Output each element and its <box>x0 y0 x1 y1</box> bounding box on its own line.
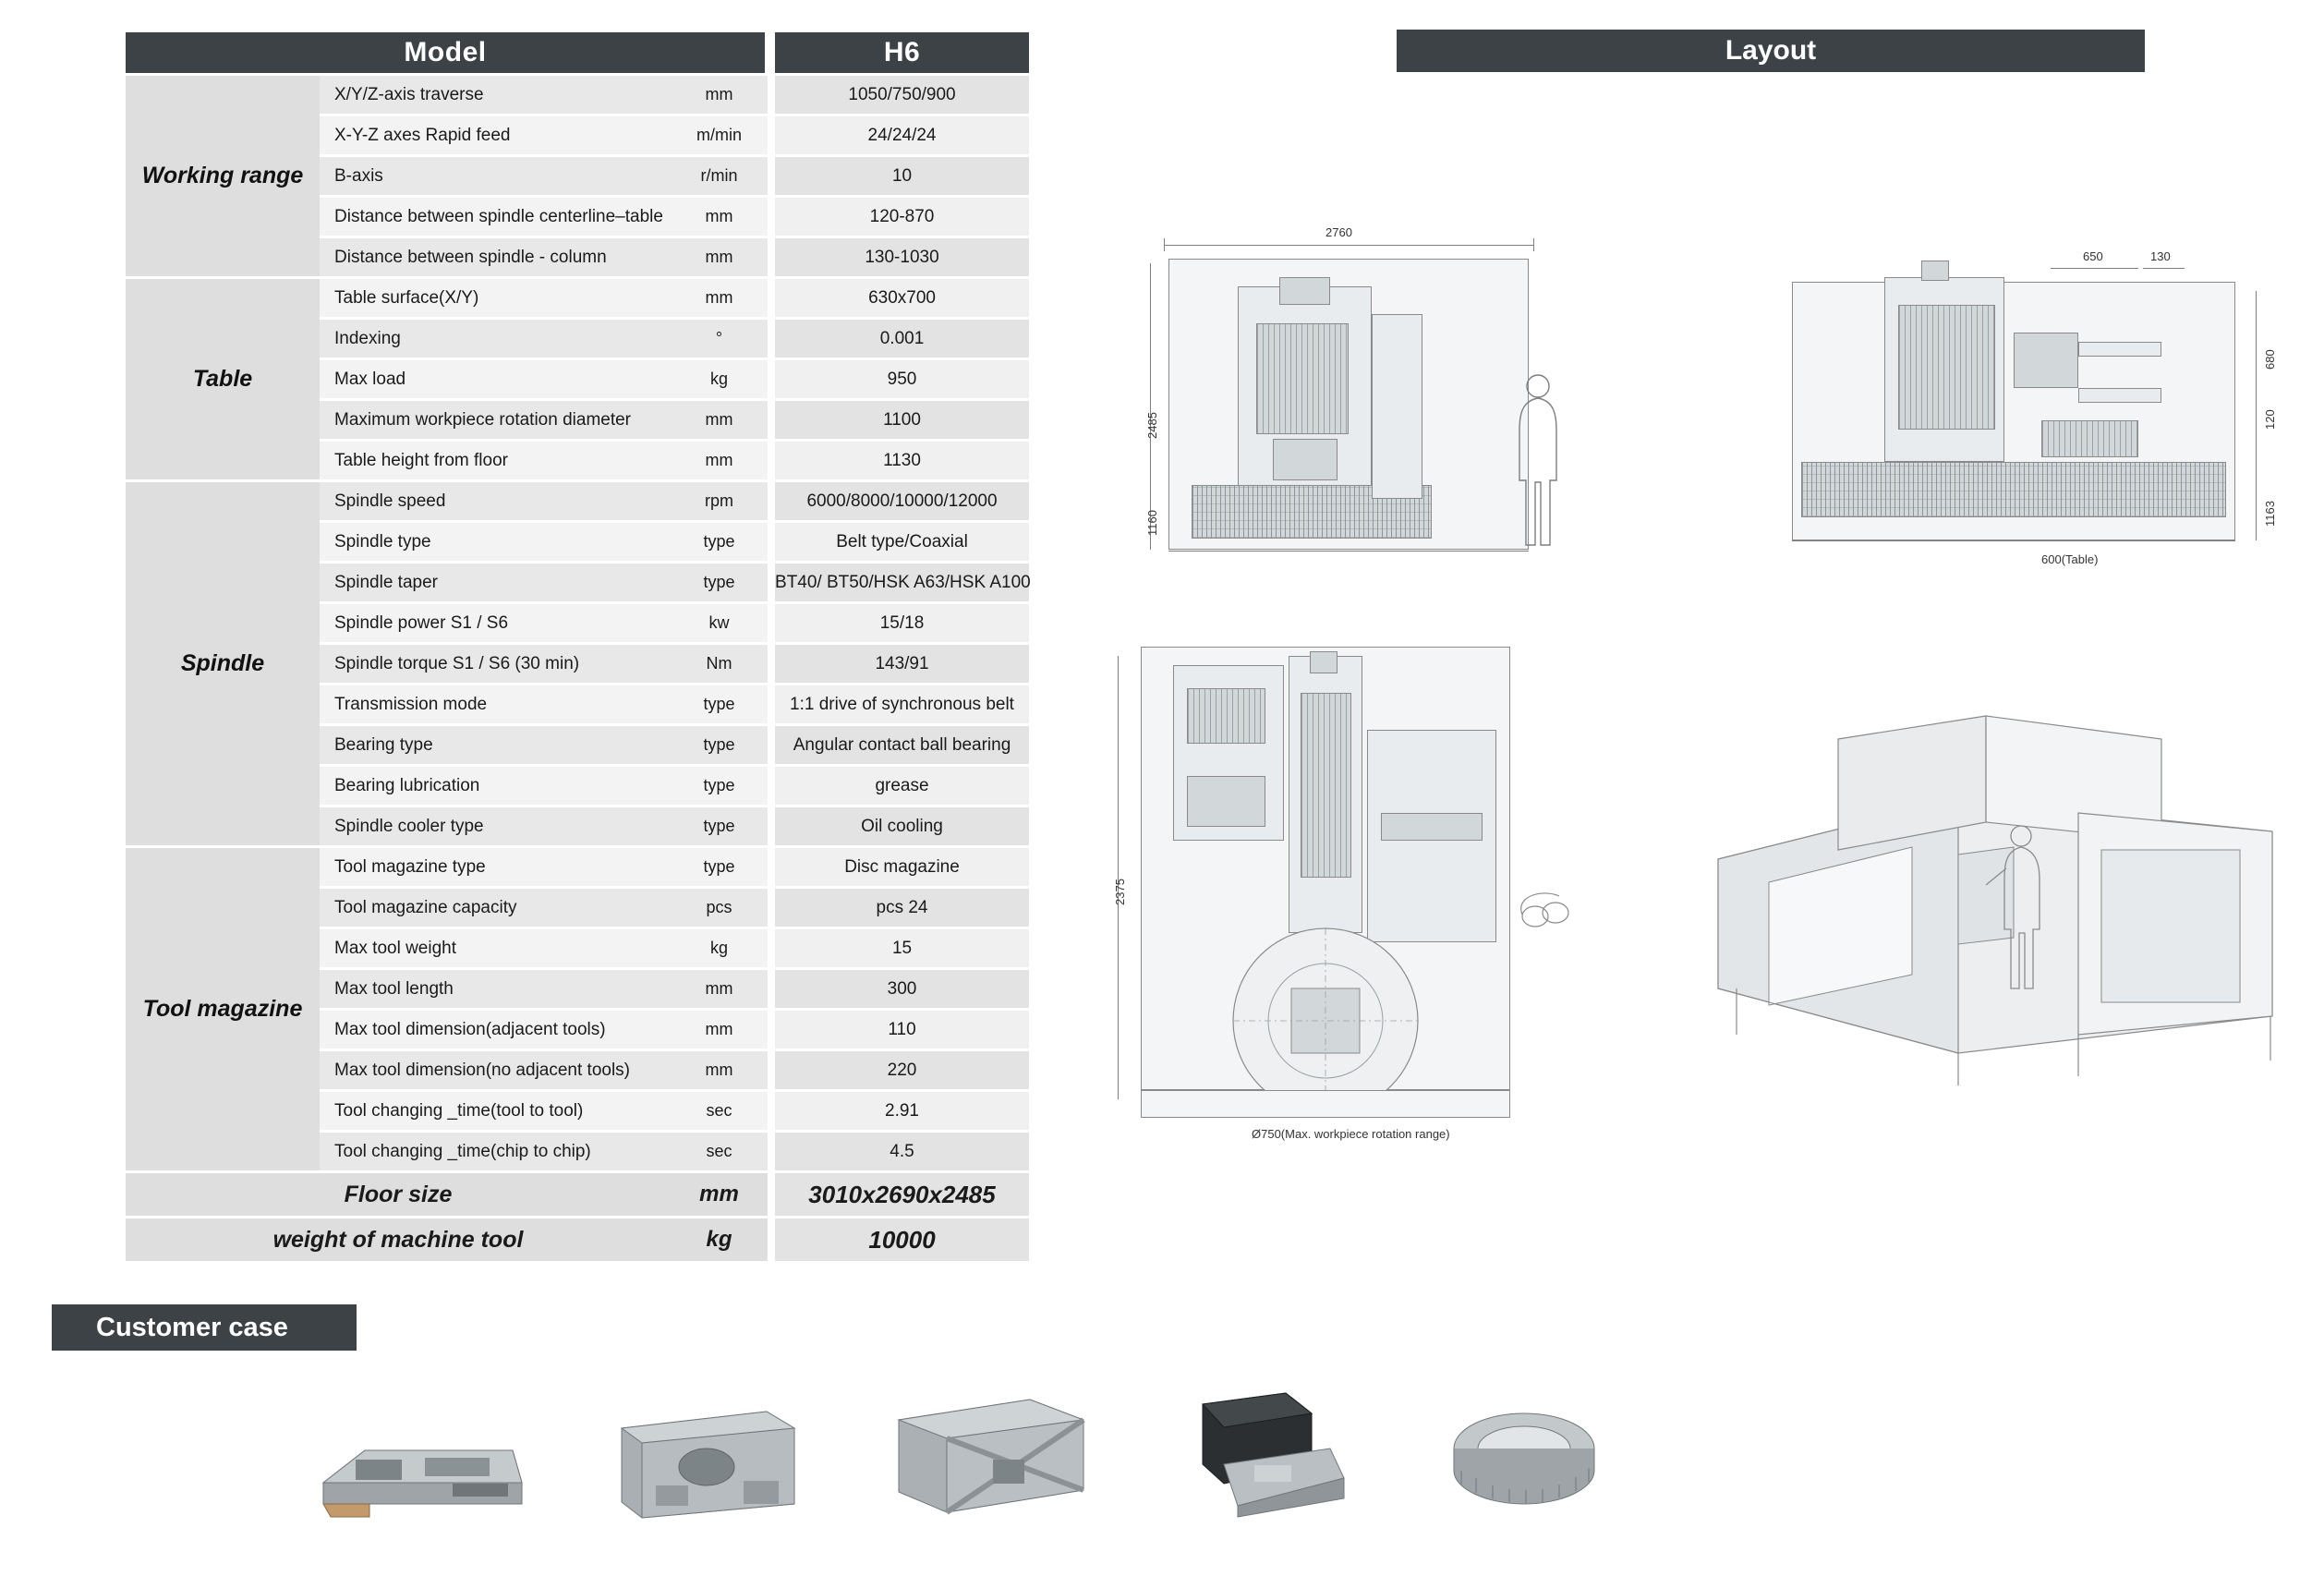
spec-row-spacer <box>768 482 775 520</box>
front-view-drawing <box>1118 222 1607 610</box>
spec-row-value: 130-1030 <box>775 238 1029 276</box>
top-conveyor <box>1381 813 1483 841</box>
spec-row-unit: mm <box>671 76 768 114</box>
coolant-hose-icon <box>1515 887 1589 933</box>
spec-row-name: Distance between spindle - column <box>320 238 671 276</box>
spec-row-value: 1100 <box>775 401 1029 439</box>
spec-row-value: 4.5 <box>775 1133 1029 1170</box>
spec-row-value: 1050/750/900 <box>775 76 1029 114</box>
spec-row-value: 110 <box>775 1011 1029 1049</box>
spec-row-value: pcs 24 <box>775 889 1029 927</box>
spec-footer-unit: mm <box>671 1173 768 1216</box>
spec-row-name: Tool magazine capacity <box>320 889 671 927</box>
spec-row-unit: mm <box>671 279 768 317</box>
side-view-drawing <box>1783 240 2300 610</box>
spec-row-value: 630x700 <box>775 279 1029 317</box>
machine-3d-illustration <box>1681 711 2324 1099</box>
spec-row-spacer <box>768 929 775 967</box>
spec-row-spacer <box>768 1092 775 1130</box>
spec-row-value: 6000/8000/10000/12000 <box>775 482 1029 520</box>
customer-case-item-2 <box>605 1384 813 1527</box>
spec-row-spacer <box>768 157 775 195</box>
spec-row-name: Spindle torque S1 / S6 (30 min) <box>320 645 671 683</box>
front-spindle-head <box>1279 277 1330 305</box>
spec-footer-row <box>126 1173 1029 1216</box>
spec-row-name: Maximum workpiece rotation diameter <box>320 401 671 439</box>
mold-base-part-icon <box>314 1395 536 1524</box>
header-model-label: Model <box>126 32 768 73</box>
side-dim-line-650 <box>2051 268 2138 269</box>
spec-row-value: 1:1 drive of synchronous belt <box>775 685 1029 723</box>
spec-row-name: Bearing lubrication <box>320 767 671 805</box>
large-mold-plate-part-icon <box>891 1381 1090 1529</box>
side-height-dim-line <box>2256 291 2257 540</box>
front-height-dim-line <box>1150 263 1151 550</box>
spec-row-spacer <box>768 76 775 114</box>
side-table-note: 600(Table) <box>2041 552 2099 566</box>
spec-row-value: 220 <box>775 1051 1029 1089</box>
spec-row-spacer <box>768 279 775 317</box>
spec-row-value: 0.001 <box>775 320 1029 358</box>
spec-row-unit: r/min <box>671 157 768 195</box>
spec-row <box>126 482 1029 520</box>
spec-row-name: X/Y/Z-axis traverse <box>320 76 671 114</box>
spec-row-name: Transmission mode <box>320 685 671 723</box>
side-spindle-block <box>2014 333 2078 388</box>
table-header-row <box>126 32 1029 73</box>
spec-row-spacer <box>768 198 775 236</box>
spec-row-name: Spindle power S1 / S6 <box>320 604 671 642</box>
spec-group-label: Working range <box>126 76 320 276</box>
spec-row-name: Max tool weight <box>320 929 671 967</box>
spec-row-spacer <box>768 523 775 561</box>
spec-row-value: 2.91 <box>775 1092 1029 1130</box>
spec-row-value: 143/91 <box>775 645 1029 683</box>
spec-row-spacer <box>768 320 775 358</box>
spec-row-value: 10 <box>775 157 1029 195</box>
spec-footer-value: 3010x2690x2485 <box>775 1173 1029 1216</box>
front-width-dim-text: 2760 <box>1325 225 1352 239</box>
top-front-edge <box>1141 1090 1510 1118</box>
spec-row-name: Tool changing _time(tool to tool) <box>320 1092 671 1130</box>
header-model-value: H6 <box>775 32 1029 73</box>
spec-row-unit: mm <box>671 401 768 439</box>
spec-row-name: Max load <box>320 360 671 398</box>
spec-row-unit: type <box>671 685 768 723</box>
housing-cavity-part-icon <box>605 1384 813 1527</box>
spec-row-unit: mm <box>671 238 768 276</box>
operator-figure-front <box>1506 370 1570 554</box>
spec-row <box>126 848 1029 886</box>
spec-group-label: Table <box>126 279 320 479</box>
side-top-box <box>1921 261 1949 281</box>
spec-row-name: Table surface(X/Y) <box>320 279 671 317</box>
side-dim-1163: 1163 <box>2263 501 2277 527</box>
customer-case-item-4 <box>1182 1376 1358 1529</box>
spec-row-value: BT40/ BT50/HSK A63/HSK A100 <box>775 564 1029 601</box>
spec-row-spacer <box>768 685 775 723</box>
spec-row-name: Spindle taper <box>320 564 671 601</box>
spec-row-unit: type <box>671 848 768 886</box>
spec-row-value: 1130 <box>775 442 1029 479</box>
ring-gear-part-icon <box>1441 1386 1607 1524</box>
spec-row-unit: type <box>671 807 768 845</box>
spec-row-unit: mm <box>671 1011 768 1049</box>
front-width-dim-tick-right <box>1533 238 1534 251</box>
customer-case-header: Customer case <box>52 1304 357 1351</box>
spec-row-name: X-Y-Z axes Rapid feed <box>320 116 671 154</box>
front-table <box>1273 439 1338 480</box>
spec-row-value: 950 <box>775 360 1029 398</box>
spec-row-name: Max tool dimension(adjacent tools) <box>320 1011 671 1049</box>
spec-row-unit: type <box>671 726 768 764</box>
spec-row-name: Max tool length <box>320 970 671 1008</box>
spec-group-label: Tool magazine <box>126 848 320 1170</box>
spec-row-name: Spindle type <box>320 523 671 561</box>
spec-row-spacer <box>768 442 775 479</box>
spec-row-name: Table height from floor <box>320 442 671 479</box>
top-column-detail <box>1301 693 1351 878</box>
side-column-detail <box>1898 305 1995 430</box>
spec-row-unit: mm <box>671 1051 768 1089</box>
front-height-dim-text: 2485 <box>1145 412 1159 439</box>
spec-row-unit: kw <box>671 604 768 642</box>
spec-footer-value: 10000 <box>775 1218 1029 1261</box>
side-spindle-nose <box>2078 342 2161 357</box>
spec-row-name: Spindle cooler type <box>320 807 671 845</box>
spec-row-name: B-axis <box>320 157 671 195</box>
customer-case-item-1 <box>314 1395 536 1524</box>
front-sub-dim-1160: 1160 <box>1145 510 1159 536</box>
spec-row-name: Tool magazine type <box>320 848 671 886</box>
spec-row-value: 15 <box>775 929 1029 967</box>
spec-row-spacer <box>768 889 775 927</box>
spec-row-unit: type <box>671 767 768 805</box>
spec-row-spacer <box>768 360 775 398</box>
spec-row-spacer <box>768 645 775 683</box>
spec-row-spacer <box>768 116 775 154</box>
spec-row-value: 24/24/24 <box>775 116 1029 154</box>
spec-row-unit: Nm <box>671 645 768 683</box>
layout-section-header: Layout <box>1397 30 2145 72</box>
spec-row-spacer <box>768 564 775 601</box>
spec-row-unit: mm <box>671 442 768 479</box>
spec-row-unit: type <box>671 564 768 601</box>
spec-row-spacer <box>768 401 775 439</box>
side-dim-680: 680 <box>2263 349 2277 370</box>
top-spindle-motor <box>1310 651 1338 673</box>
spec-row-value: 300 <box>775 970 1029 1008</box>
top-height-dim-text: 2375 <box>1113 879 1127 905</box>
specification-table <box>126 30 1029 1264</box>
front-ground-line <box>1168 551 1529 552</box>
spec-row-unit: m/min <box>671 116 768 154</box>
header-spacer <box>768 32 775 73</box>
front-spindle-housing <box>1256 323 1349 434</box>
side-base <box>1801 462 2226 517</box>
spec-row-value: Belt type/Coaxial <box>775 523 1029 561</box>
spec-row-name: Spindle speed <box>320 482 671 520</box>
front-width-dim-line <box>1164 245 1533 246</box>
side-dim-130: 130 <box>2150 249 2171 263</box>
spec-row-unit: mm <box>671 198 768 236</box>
spec-footer-label: weight of machine tool <box>126 1218 671 1261</box>
spec-row-spacer <box>768 970 775 1008</box>
spec-row <box>126 279 1029 317</box>
spec-row-unit: sec <box>671 1092 768 1130</box>
customer-case-item-3 <box>891 1381 1090 1529</box>
top-cabinet <box>1187 776 1265 827</box>
spec-row-spacer <box>768 238 775 276</box>
spec-row-value: Oil cooling <box>775 807 1029 845</box>
side-ground-line <box>1792 540 2235 541</box>
spec-footer-spacer <box>768 1218 775 1261</box>
spec-footer-label: Floor size <box>126 1173 671 1216</box>
side-dim-120: 120 <box>2263 409 2277 430</box>
spec-row-unit: kg <box>671 929 768 967</box>
side-dim-line-130 <box>2143 268 2185 269</box>
spec-row-value: 15/18 <box>775 604 1029 642</box>
spec-row-name: Tool changing _time(chip to chip) <box>320 1133 671 1170</box>
spec-row-value: Disc magazine <box>775 848 1029 886</box>
spec-footer-spacer <box>768 1173 775 1216</box>
side-spindle-nose-2 <box>2078 388 2161 403</box>
spec-row-spacer <box>768 807 775 845</box>
side-table <box>2041 420 2138 457</box>
front-width-dim-tick-left <box>1164 238 1165 251</box>
machine-perspective-view <box>1681 711 2324 1099</box>
spec-row-name: Indexing <box>320 320 671 358</box>
customer-case-item-5 <box>1441 1386 1607 1524</box>
top-view-note: Ø750(Max. workpiece rotation range) <box>1252 1127 1450 1141</box>
spec-row-unit: mm <box>671 970 768 1008</box>
spec-row-unit: kg <box>671 360 768 398</box>
spec-row <box>126 76 1029 114</box>
spec-row-unit: rpm <box>671 482 768 520</box>
spec-row-spacer <box>768 726 775 764</box>
front-side-panel <box>1372 314 1422 499</box>
spec-row-value: 120-870 <box>775 198 1029 236</box>
spec-row-spacer <box>768 1011 775 1049</box>
spec-row-value: grease <box>775 767 1029 805</box>
spec-row-unit: ° <box>671 320 768 358</box>
spec-row-unit: pcs <box>671 889 768 927</box>
spec-row-unit: sec <box>671 1133 768 1170</box>
spec-row-spacer <box>768 604 775 642</box>
spec-footer-unit: kg <box>671 1218 768 1261</box>
fixture-block-part-icon <box>1182 1376 1358 1529</box>
spec-row-spacer <box>768 1133 775 1170</box>
spec-row-name: Distance between spindle centerline–table <box>320 198 671 236</box>
spec-row-spacer <box>768 767 775 805</box>
spec-group-label: Spindle <box>126 482 320 845</box>
top-view-drawing <box>1090 637 1616 1155</box>
spec-row-spacer <box>768 1051 775 1089</box>
spec-row-value: Angular contact ball bearing <box>775 726 1029 764</box>
spec-row-spacer <box>768 848 775 886</box>
spec-row-name: Bearing type <box>320 726 671 764</box>
spec-row-unit: type <box>671 523 768 561</box>
top-height-dim-line <box>1118 656 1119 1099</box>
spec-row-name: Max tool dimension(no adjacent tools) <box>320 1051 671 1089</box>
spec-footer-row <box>126 1218 1029 1261</box>
side-dim-650: 650 <box>2083 249 2103 263</box>
top-control-box <box>1187 688 1265 744</box>
